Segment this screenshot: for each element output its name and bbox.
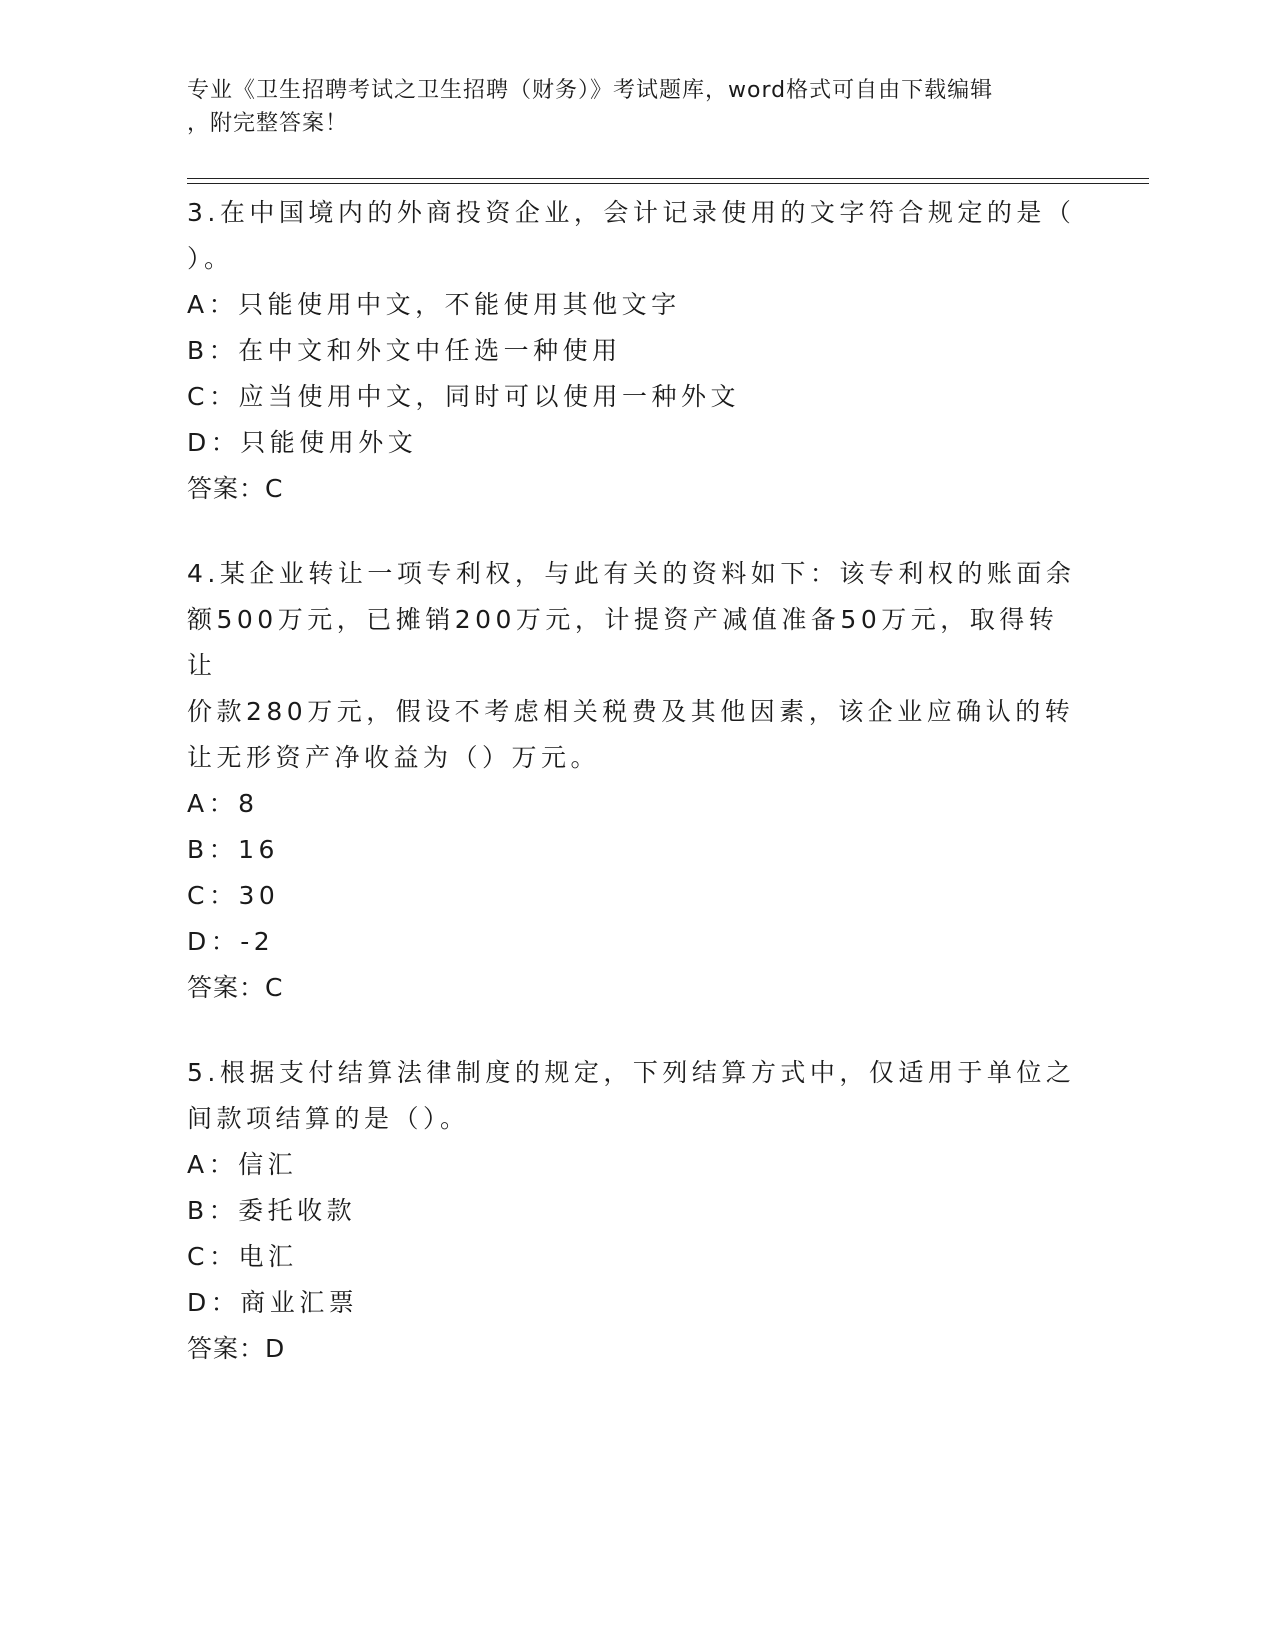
header-line-1: 专业《卫生招聘考试之卫生招聘（财务）》考试题库，word格式可自由下载编辑 — [187, 78, 994, 103]
option-b: B：16 — [187, 835, 279, 864]
option-c: C：电汇 — [187, 1242, 298, 1271]
option-a: A：8 — [187, 789, 259, 818]
answer-line: 答案：D — [187, 1334, 286, 1363]
option-a: A：信汇 — [187, 1150, 298, 1179]
answer-line: 答案：C — [187, 474, 284, 503]
option-c: C：应当使用中文，同时可以使用一种外文 — [187, 382, 740, 411]
question-list — [187, 190, 1087, 1411]
question-text-line: 让无形资产净收益为（）万元。 — [187, 743, 601, 772]
question-5 — [187, 1050, 1087, 1372]
question-3 — [187, 190, 1087, 512]
option-a: A：只能使用中文，不能使用其他文字 — [187, 290, 681, 319]
question-text-line: ）。 — [187, 244, 234, 273]
header-line-2: ，附完整答案！ — [187, 111, 349, 136]
header-divider-top — [187, 178, 1149, 179]
question-4 — [187, 551, 1087, 1011]
answer-line: 答案：C — [187, 973, 284, 1002]
question-text-line: 3.在中国境内的外商投资企业，会计记录使用的文字符合规定的是（ — [187, 198, 1076, 227]
question-text-line: 额500万元，已摊销200万元，计提资产减值准备50万元，取得转让 — [187, 605, 1059, 680]
option-c: C：30 — [187, 881, 280, 910]
question-text-line: 5.根据支付结算法律制度的规定，下列结算方式中，仅适用于单位之 — [187, 1058, 1076, 1087]
option-d: D：-2 — [187, 927, 275, 956]
question-text-line: 价款280万元，假设不考虑相关税费及其他因素，该企业应确认的转 — [187, 697, 1075, 726]
option-b: B：委托收款 — [187, 1196, 357, 1225]
header-divider-bottom — [187, 183, 1149, 184]
option-d: D：只能使用外文 — [187, 428, 418, 457]
option-b: B：在中文和外文中任选一种使用 — [187, 336, 622, 365]
question-text-line: 间款项结算的是（）。 — [187, 1104, 470, 1133]
option-d: D：商业汇票 — [187, 1288, 359, 1317]
document-header — [187, 74, 1067, 140]
question-text-line: 4.某企业转让一项专利权，与此有关的资料如下：该专利权的账面余 — [187, 559, 1076, 588]
